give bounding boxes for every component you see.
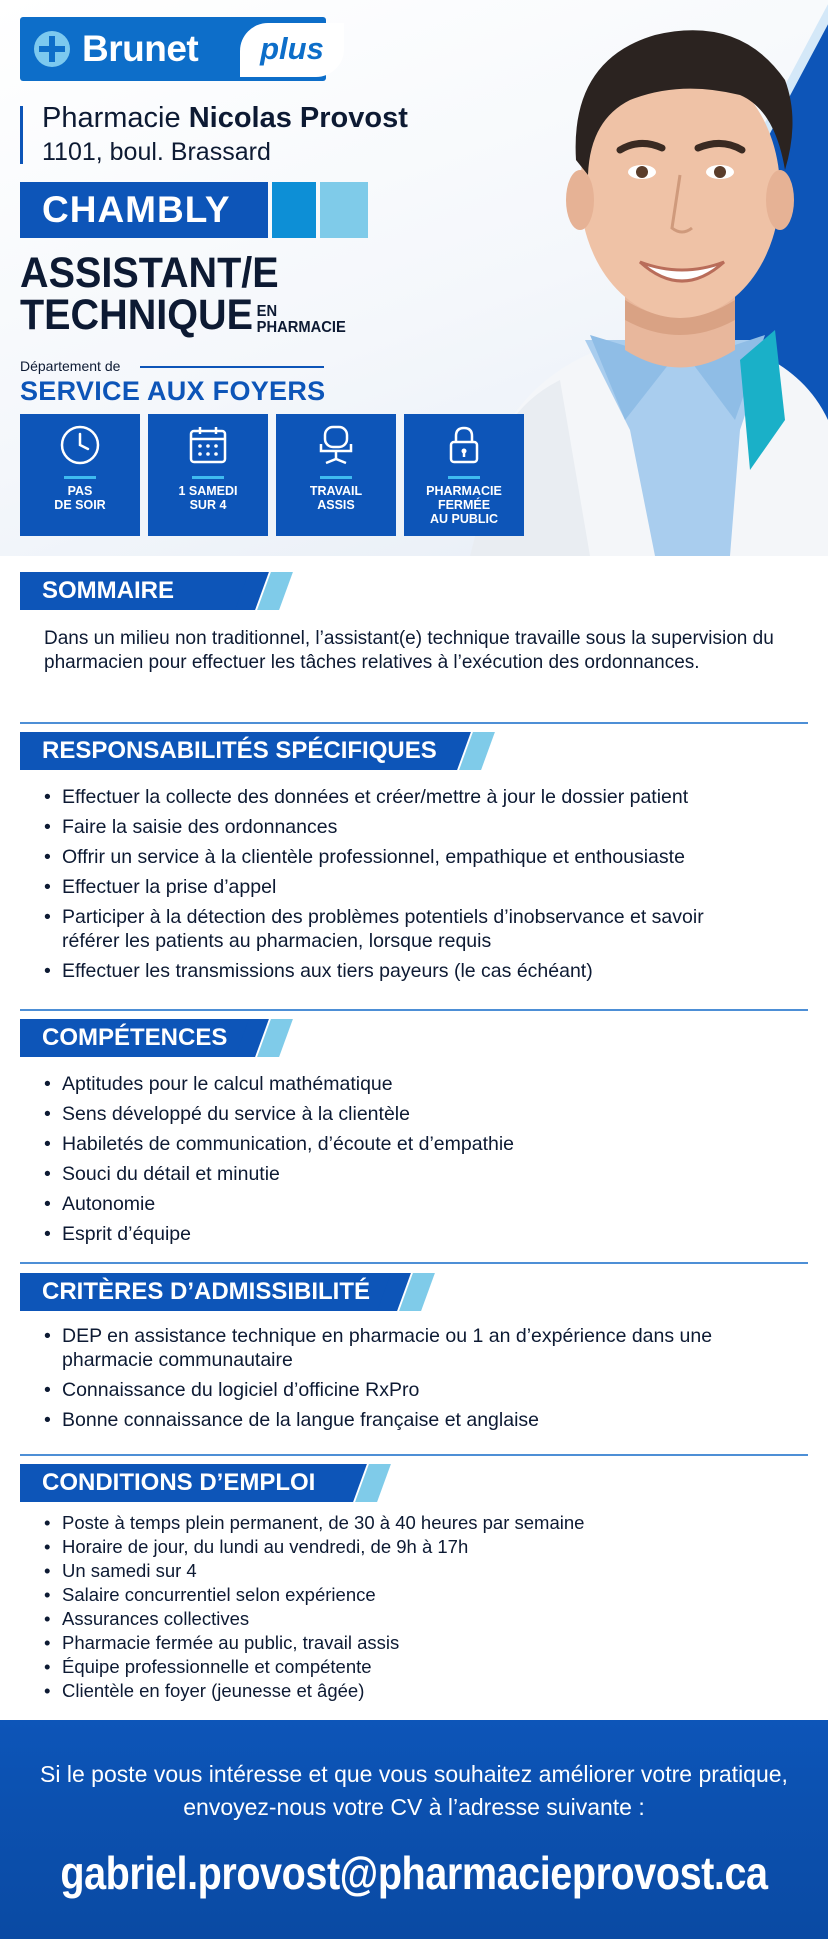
section-divider [20,722,808,724]
list-item: • Effectuer les transmissions aux tiers payeurs (le cas échéant) [44,959,814,983]
list-item: • Assurances collectives [44,1607,814,1631]
cross-icon [34,31,70,67]
calendar-icon [187,424,229,466]
list-item: • Horaire de jour, du lundi au vendredi, de 9h à 17h [44,1535,814,1559]
conditions-list [44,1511,814,1703]
decor-square-light [320,182,368,238]
department-name: SERVICE AUX FOYERS [20,376,326,406]
list-item: • Équipe professionnelle et compétente [44,1655,814,1679]
list-item: • Effectuer la prise d’appel [44,875,814,899]
footer-contact [0,1720,828,1939]
list-item: • Faire la saisie des ordonnances [44,815,814,839]
list-item: • Sens développé du service à la clientèle [44,1102,814,1126]
list-item: • Bonne connaissance de la langue française et anglaise [44,1408,814,1432]
list-item: • Habiletés de communication, d’écoute et d’empathie [44,1132,814,1156]
pharmacy-prefix: Pharmacie [42,102,181,134]
feature-label: PAS DE SOIR [54,484,106,512]
list-item: • Offrir un service à la clientèle professionnel, empathique et enthousiaste [44,845,814,869]
list-item: • Participer à la détection des problèmes potentiels d’inobservance et savoir référer les patients au pharmacien, lorsque requis [44,905,764,953]
pharmacy-accent-bar [20,106,23,164]
section-divider [20,1454,808,1456]
contact-email-link[interactable]: gabriel.provost@pharmacieprovost.ca [60,1847,768,1899]
section-heading-competences: COMPÉTENCES [20,1019,252,1057]
competences-list [44,1072,814,1252]
brunet-plus-logo [20,17,326,81]
list-item: • DEP en assistance technique en pharmacie ou 1 an d’expérience dans une pharmacie communautaire [44,1324,744,1372]
feature-tile-no-evening [20,414,140,536]
clock-icon [59,424,101,466]
job-title [20,249,346,339]
criteres-list [44,1324,814,1438]
lock-icon [443,424,485,466]
footer-call-to-action: Si le poste vous intéresse et que vous souhaitez améliorer votre pratique, envoyez-nous votre CV à l’adresse suivante : [40,1761,788,1820]
sommaire-text: Dans un milieu non traditionnel, l’assistant(e) technique travaille sous la supervision du pharmacien pour effectuer les tâches relatives à l’exécution des ordonnances. [44,628,774,673]
list-item: • Souci du détail et minutie [44,1162,814,1186]
section-divider [20,1262,808,1264]
logo-brand: Brunet [82,28,199,69]
pharmacy-name [42,102,408,135]
responsabilites-list [44,785,814,989]
logo-plus: plus [240,23,344,77]
job-title-line1: ASSISTANT/E [20,249,279,297]
feature-label: PHARMACIE FERMÉE AU PUBLIC [426,484,502,526]
pharmacy-owner: Nicolas Provost [188,102,408,134]
city-banner: CHAMBLY [20,182,268,238]
section-heading-criteres: CRITÈRES D’ADMISSIBILITÉ [20,1273,394,1311]
list-item: • Effectuer la collecte des données et créer/mettre à jour le dossier patient [44,785,814,809]
pharmacy-address: 1101, boul. Brassard [42,138,271,166]
section-heading-conditions: CONDITIONS D’EMPLOI [20,1464,350,1502]
chair-icon [315,424,357,466]
list-item: • Salaire concurrentiel selon expérience [44,1583,814,1607]
feature-label: TRAVAIL ASSIS [309,484,363,512]
job-title-suffix-pharmacie: PHARMACIE [256,319,346,336]
hero-banner [0,0,828,556]
list-item: • Pharmacie fermée au public, travail assis [44,1631,814,1655]
list-item: • Connaissance du logiciel d’officine RxPro [44,1378,814,1402]
section-divider [20,1009,808,1011]
department-label: Département de [20,358,121,374]
list-item: • Esprit d’équipe [44,1222,814,1246]
section-heading-sommaire: SOMMAIRE [20,572,252,610]
list-item: • Poste à temps plein permanent, de 30 à 40 heures par semaine [44,1511,814,1535]
list-item: • Clientèle en foyer (jeunesse et âgée) [44,1679,814,1703]
feature-label: 1 SAMEDI SUR 4 [178,484,238,512]
section-heading-responsabilites: RESPONSABILITÉS SPÉCIFIQUES [20,732,454,770]
department-rule [140,366,324,368]
job-title-line2: TECHNIQUE [20,291,253,339]
feature-tile-saturday [148,414,268,536]
list-item: • Aptitudes pour le calcul mathématique [44,1072,814,1096]
decor-square-mid [272,182,316,238]
job-title-suffix [257,304,346,336]
list-item: • Un samedi sur 4 [44,1559,814,1583]
feature-tile-seated [276,414,396,536]
job-title-suffix-en: EN [256,303,278,320]
feature-tile-closed-public [404,414,524,536]
list-item: • Autonomie [44,1192,814,1216]
